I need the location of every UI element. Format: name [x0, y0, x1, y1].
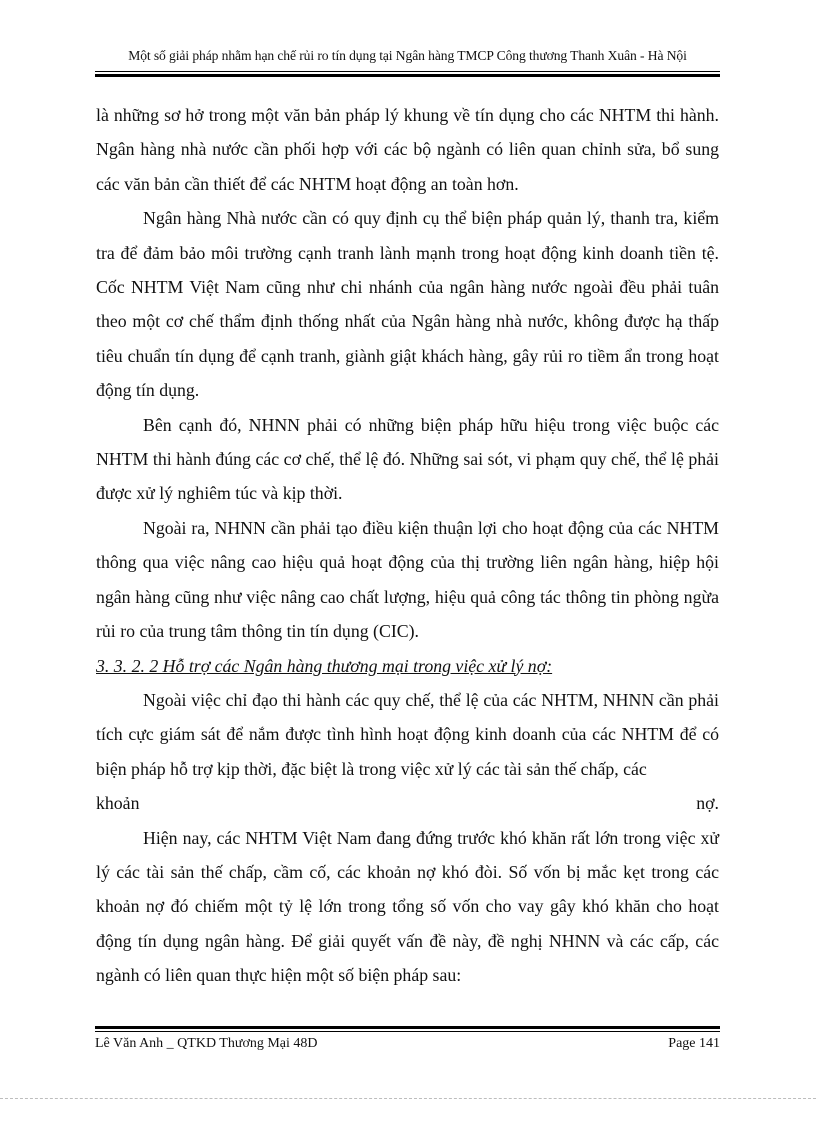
paragraph-5: Ngoài việc chỉ đạo thi hành các quy chế, thể lệ của các NHTM, NHNN cần phải tích cực giám sát để nắm được tình hình hoạt động kinh doanh của các NHTM để có biện pháp hỗ trợ kịp thời, đặc biệt là trong việc xử lý các tài sản thế chấp, các [96, 689, 719, 779]
page-header-title: Một số giải pháp nhằm hạn chế rủi ro tín dụng tại Ngân hàng TMCP Công thương Thanh Xuân - Hà Nội [128, 48, 687, 63]
footer-rule-thin [95, 1031, 720, 1032]
paragraph-6: Hiện nay, các NHTM Việt Nam đang đứng trước khó khăn rất lớn trong việc xử lý các tài sản thế chấp, cầm cố, các khoản nợ khó đòi. Số vốn bị mắc kẹt trong các khoản nợ đó chiếm một tỷ lệ lớn trong tổng số vốn cho vay gây khó khăn cho hoạt động tín dụng ngân hàng. Để giải quyết vấn đề này, đề nghị NHNN và các cấp, các ngành có liên quan thực hiện một số biện pháp sau: [96, 827, 719, 986]
page-edge-divider [0, 1098, 816, 1099]
footer-page-number: Page 141 [668, 1036, 720, 1051]
paragraph-5-last-word-left: khoản [96, 793, 140, 814]
footer-rule-thick [95, 1026, 720, 1029]
footer-author: Lê Văn Anh _ QTKD Thương Mại 48D [95, 1036, 318, 1051]
paragraph-4: Ngoài ra, NHNN cần phải tạo điều kiện thuận lợi cho hoạt động của các NHTM thông qua việc nâng cao hiệu quả hoạt động của thị trường liên ngân hàng, hiệp hội ngân hàng cũng như việc nâng cao chất lượng, hiệu quả công tác thông tin phòng ngừa rủi ro của trung tâm thông tin tín dụng (CIC). [96, 517, 719, 642]
paragraph-5-last-line [96, 786, 719, 820]
header-rule-thin [95, 71, 720, 72]
document-body [96, 98, 719, 993]
page-footer [95, 1036, 720, 1052]
header-rule-thick [95, 74, 720, 77]
paragraph-2: Ngân hàng Nhà nước cần có quy định cụ thể biện pháp quản lý, thanh tra, kiểm tra để đảm bảo môi trường cạnh tranh lành mạnh trong hoạt động kinh doanh tiền tệ. Cốc NHTM Việt Nam cũng như chi nhánh của ngân hàng nước ngoài đều phải tuân theo một cơ chế thẩm định thống nhất của Ngân hàng nhà nước, không được hạ thấp tiêu chuẩn tín dụng để cạnh tranh, giành giật khách hàng, gây rủi ro tiềm ẩn trong hoạt động tín dụng. [96, 208, 719, 401]
paragraph-5-last-word-right: nợ. [696, 793, 719, 814]
paragraph-1: là những sơ hở trong một văn bản pháp lý khung về tín dụng cho các NHTM thi hành. Ngân hàng nhà nước cần phối hợp với các bộ ngành có liên quan chỉnh sửa, bổ sung các văn bản cần thiết để các NHTM hoạt động an toàn hơn. [96, 105, 719, 194]
section-heading: 3. 3. 2. 2 Hỗ trợ các Ngân hàng thương mại trong việc xử lý nợ: [96, 655, 553, 676]
paragraph-3: Bên cạnh đó, NHNN phải có những biện pháp hữu hiệu trong việc buộc các NHTM thi hành đúng các cơ chế, thể lệ đó. Những sai sót, vi phạm quy chế, thể lệ phải được xử lý nghiêm túc và kịp thời. [96, 414, 719, 504]
